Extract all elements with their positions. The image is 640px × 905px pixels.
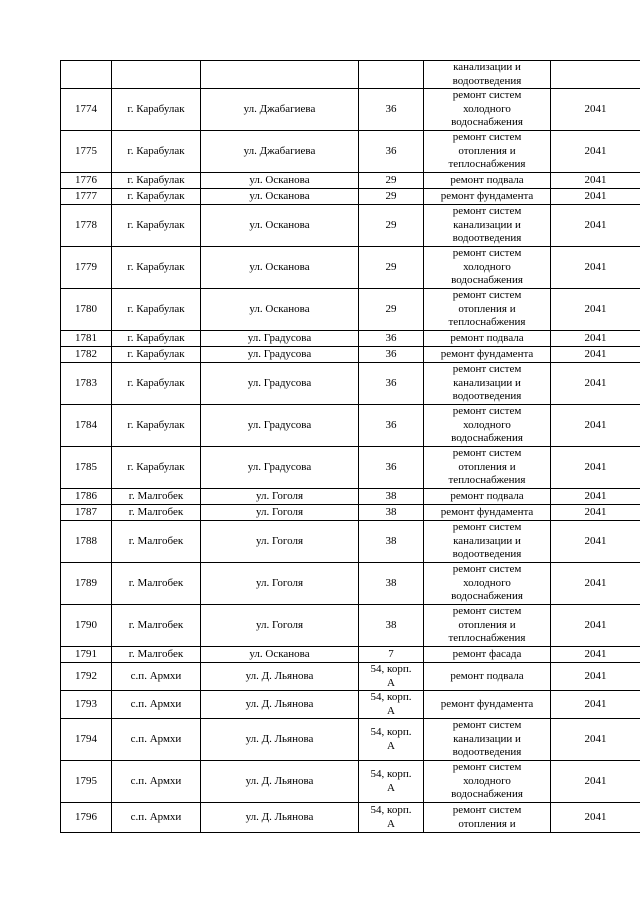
street-cell: ул. Градусова (201, 447, 359, 489)
year-cell: 2041 (551, 489, 640, 505)
row-number-cell: 1788 (61, 521, 112, 563)
row-number-cell: 1794 (61, 719, 112, 761)
row-number-cell: 1783 (61, 363, 112, 405)
street-cell: ул. Градусова (201, 363, 359, 405)
settlement-cell: г. Карабулак (112, 131, 201, 173)
street-cell: ул. Д. Льянова (201, 719, 359, 761)
settlement-cell: с.п. Армхи (112, 691, 201, 719)
work-type-cell: ремонт систем отопления и (424, 803, 551, 833)
year-cell: 2041 (551, 719, 640, 761)
settlement-cell: г. Карабулак (112, 347, 201, 363)
street-cell: ул. Джабагиева (201, 89, 359, 131)
table-row (61, 563, 640, 605)
work-type-cell: ремонт систем отопления и теплоснабжения (424, 289, 551, 331)
settlement-cell: г. Карабулак (112, 363, 201, 405)
table-row (61, 761, 640, 803)
table-row (61, 247, 640, 289)
table-row (61, 489, 640, 505)
row-number-cell: 1784 (61, 405, 112, 447)
work-type-cell: ремонт систем холодного водоснабжения (424, 761, 551, 803)
work-type-cell: ремонт фундамента (424, 505, 551, 521)
table-row (61, 605, 640, 647)
house-number-cell: 54, корп. А (359, 663, 424, 691)
row-number-cell: 1774 (61, 89, 112, 131)
settlement-cell: г. Карабулак (112, 173, 201, 189)
settlement-cell: с.п. Армхи (112, 663, 201, 691)
street-cell: ул. Градусова (201, 331, 359, 347)
settlement-cell: г. Карабулак (112, 189, 201, 205)
street-cell: ул. Осканова (201, 173, 359, 189)
street-cell: ул. Гоголя (201, 521, 359, 563)
house-number-cell (359, 61, 424, 89)
table-row (61, 691, 640, 719)
year-cell: 2041 (551, 605, 640, 647)
table-row (61, 405, 640, 447)
house-number-cell: 38 (359, 505, 424, 521)
row-number-cell: 1786 (61, 489, 112, 505)
settlement-cell: с.п. Армхи (112, 719, 201, 761)
settlement-cell: г. Малгобек (112, 647, 201, 663)
house-number-cell: 29 (359, 289, 424, 331)
settlement-cell: г. Малгобек (112, 505, 201, 521)
work-type-cell: ремонт подвала (424, 489, 551, 505)
year-cell: 2041 (551, 189, 640, 205)
table-row (61, 173, 640, 189)
house-number-cell: 36 (359, 447, 424, 489)
street-cell: ул. Д. Льянова (201, 761, 359, 803)
work-type-cell: ремонт систем канализации и водоотведения (424, 521, 551, 563)
row-number-cell (61, 61, 112, 89)
house-number-cell: 36 (359, 131, 424, 173)
year-cell: 2041 (551, 803, 640, 833)
house-number-cell: 54, корп. А (359, 761, 424, 803)
table-row (61, 363, 640, 405)
street-cell: ул. Д. Льянова (201, 691, 359, 719)
table-row (61, 205, 640, 247)
street-cell: ул. Гоголя (201, 605, 359, 647)
year-cell: 2041 (551, 247, 640, 289)
row-number-cell: 1793 (61, 691, 112, 719)
work-type-cell: ремонт подвала (424, 663, 551, 691)
work-type-cell: ремонт подвала (424, 331, 551, 347)
row-number-cell: 1777 (61, 189, 112, 205)
table-body (61, 61, 640, 833)
settlement-cell: г. Малгобек (112, 605, 201, 647)
year-cell: 2041 (551, 289, 640, 331)
year-cell: 2041 (551, 521, 640, 563)
house-number-cell: 29 (359, 205, 424, 247)
settlement-cell: с.п. Армхи (112, 761, 201, 803)
house-number-cell: 54, корп. А (359, 719, 424, 761)
year-cell: 2041 (551, 691, 640, 719)
house-number-cell: 38 (359, 521, 424, 563)
table-row (61, 521, 640, 563)
street-cell: ул. Осканова (201, 189, 359, 205)
settlement-cell: г. Малгобек (112, 521, 201, 563)
year-cell: 2041 (551, 563, 640, 605)
work-type-cell: ремонт систем холодного водоснабжения (424, 89, 551, 131)
work-type-cell: ремонт систем отопления и теплоснабжения (424, 447, 551, 489)
work-type-cell: ремонт систем холодного водоснабжения (424, 563, 551, 605)
table-row (61, 647, 640, 663)
settlement-cell (112, 61, 201, 89)
table-row (61, 719, 640, 761)
settlement-cell: г. Карабулак (112, 331, 201, 347)
row-number-cell: 1787 (61, 505, 112, 521)
table-row (61, 89, 640, 131)
table-row (61, 289, 640, 331)
settlement-cell: г. Малгобек (112, 563, 201, 605)
year-cell: 2041 (551, 347, 640, 363)
street-cell: ул. Градусова (201, 405, 359, 447)
street-cell: ул. Д. Льянова (201, 803, 359, 833)
work-type-cell: ремонт систем отопления и теплоснабжения (424, 131, 551, 173)
work-type-cell: ремонт систем холодного водоснабжения (424, 247, 551, 289)
street-cell: ул. Осканова (201, 247, 359, 289)
work-type-cell: ремонт систем канализации и водоотведения (424, 205, 551, 247)
work-type-cell: ремонт систем холодного водоснабжения (424, 405, 551, 447)
settlement-cell: с.п. Армхи (112, 803, 201, 833)
year-cell: 2041 (551, 205, 640, 247)
house-number-cell: 38 (359, 563, 424, 605)
street-cell: ул. Осканова (201, 205, 359, 247)
settlement-cell: г. Карабулак (112, 247, 201, 289)
table-row (61, 331, 640, 347)
table-row (61, 61, 640, 89)
table-row (61, 803, 640, 833)
year-cell: 2041 (551, 131, 640, 173)
settlement-cell: г. Малгобек (112, 489, 201, 505)
house-number-cell: 36 (359, 89, 424, 131)
year-cell: 2041 (551, 363, 640, 405)
house-number-cell: 54, корп. А (359, 691, 424, 719)
year-cell: 2041 (551, 761, 640, 803)
row-number-cell: 1776 (61, 173, 112, 189)
work-type-cell: ремонт фасада (424, 647, 551, 663)
row-number-cell: 1785 (61, 447, 112, 489)
year-cell: 2041 (551, 331, 640, 347)
year-cell: 2041 (551, 505, 640, 521)
row-number-cell: 1782 (61, 347, 112, 363)
street-cell: ул. Осканова (201, 289, 359, 331)
work-type-cell: ремонт подвала (424, 173, 551, 189)
settlement-cell: г. Карабулак (112, 289, 201, 331)
row-number-cell: 1796 (61, 803, 112, 833)
street-cell: ул. Осканова (201, 647, 359, 663)
house-number-cell: 29 (359, 189, 424, 205)
year-cell: 2041 (551, 663, 640, 691)
street-cell (201, 61, 359, 89)
house-number-cell: 36 (359, 405, 424, 447)
repair-schedule-table (60, 60, 640, 833)
row-number-cell: 1795 (61, 761, 112, 803)
house-number-cell: 7 (359, 647, 424, 663)
settlement-cell: г. Карабулак (112, 405, 201, 447)
year-cell: 2041 (551, 647, 640, 663)
work-type-cell: ремонт фундамента (424, 189, 551, 205)
table-row (61, 505, 640, 521)
house-number-cell: 29 (359, 247, 424, 289)
row-number-cell: 1789 (61, 563, 112, 605)
year-cell: 2041 (551, 405, 640, 447)
work-type-cell: канализации и водоотведения (424, 61, 551, 89)
work-type-cell: ремонт систем отопления и теплоснабжения (424, 605, 551, 647)
table-row (61, 447, 640, 489)
settlement-cell: г. Карабулак (112, 205, 201, 247)
house-number-cell: 36 (359, 363, 424, 405)
house-number-cell: 38 (359, 489, 424, 505)
work-type-cell: ремонт систем канализации и водоотведения (424, 719, 551, 761)
settlement-cell: г. Карабулак (112, 89, 201, 131)
street-cell: ул. Градусова (201, 347, 359, 363)
year-cell: 2041 (551, 447, 640, 489)
year-cell: 2041 (551, 173, 640, 189)
row-number-cell: 1780 (61, 289, 112, 331)
street-cell: ул. Д. Льянова (201, 663, 359, 691)
year-cell (551, 61, 640, 89)
table-row (61, 347, 640, 363)
work-type-cell: ремонт фундамента (424, 347, 551, 363)
year-cell: 2041 (551, 89, 640, 131)
house-number-cell: 54, корп. А (359, 803, 424, 833)
street-cell: ул. Гоголя (201, 489, 359, 505)
street-cell: ул. Гоголя (201, 505, 359, 521)
row-number-cell: 1778 (61, 205, 112, 247)
row-number-cell: 1779 (61, 247, 112, 289)
house-number-cell: 29 (359, 173, 424, 189)
table-row (61, 189, 640, 205)
table-row (61, 131, 640, 173)
work-type-cell: ремонт фундамента (424, 691, 551, 719)
table-row (61, 663, 640, 691)
street-cell: ул. Джабагиева (201, 131, 359, 173)
settlement-cell: г. Карабулак (112, 447, 201, 489)
row-number-cell: 1775 (61, 131, 112, 173)
street-cell: ул. Гоголя (201, 563, 359, 605)
house-number-cell: 38 (359, 605, 424, 647)
row-number-cell: 1792 (61, 663, 112, 691)
row-number-cell: 1791 (61, 647, 112, 663)
row-number-cell: 1781 (61, 331, 112, 347)
work-type-cell: ремонт систем канализации и водоотведения (424, 363, 551, 405)
row-number-cell: 1790 (61, 605, 112, 647)
house-number-cell: 36 (359, 331, 424, 347)
house-number-cell: 36 (359, 347, 424, 363)
